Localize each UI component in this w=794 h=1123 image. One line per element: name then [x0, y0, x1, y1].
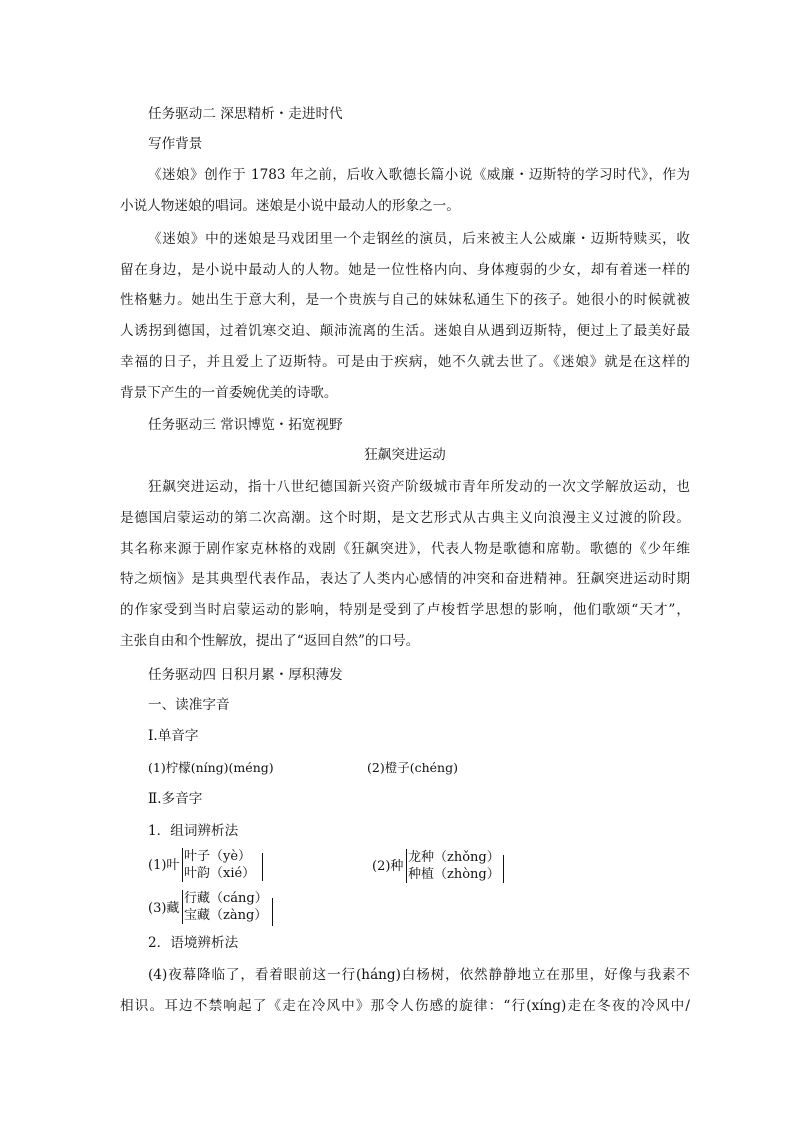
section3-p1-line6: 主张自由和个性解放，提出了“返回自然”的口号。: [120, 633, 420, 649]
section4-roman2: Ⅱ.多音字: [148, 791, 203, 807]
polyphone-row: 种植（zhòng）: [408, 867, 500, 882]
polyphone-row: 宝藏（zàng）: [184, 908, 268, 923]
section2-p1-line1: 《迷娘》创作于 1783 年之前，后收入歌德长篇小说《威廉・迈斯特的学习时代》，作为: [148, 167, 690, 183]
bracket-right: [503, 855, 504, 883]
polyphone-row: 龙种（zhǒng）: [408, 850, 500, 865]
polyphone-label-cang: (3)藏: [148, 901, 180, 916]
section2-p2-line1: 《迷娘》中的迷娘是马戏团里一个走钢丝的演员，后来被主人公威廉・迈斯特赎买，收: [148, 231, 690, 247]
section4-p4-line1: (4)夜幕降临了，看着眼前这一行(háng)白杨树，依然静静地立在那里，好像与我素不: [148, 967, 690, 983]
section4-heading: 任务驱动四 日积月累・厚积薄发: [148, 667, 343, 683]
bracket-right: [272, 898, 273, 926]
bracket-right: [262, 853, 263, 881]
method2-label: 2．语境辨析法: [148, 935, 239, 951]
section2-heading: 任务驱动二 深思精析・走进时代: [148, 106, 343, 122]
polyphone-label-ye: (1)叶: [148, 858, 180, 873]
method1-label: 1．组词辨析法: [148, 823, 239, 839]
section2-p2-line3: 性格魅力。她出生于意大利，是一个贵族与自己的妹妹私通生下的孩子。她很小的时候就被: [120, 292, 690, 308]
section2-p2-line5: 幸福的日子，并且爱上了迈斯特。可是由于疾病，她不久就去世了。《迷娘》就是在这样的: [120, 354, 690, 370]
section4-sub1: 一、读准字音: [148, 697, 230, 713]
polyphone-group-cang: [148, 890, 278, 926]
polyphone-row: 行藏（cáng）: [184, 891, 268, 906]
section4-p4-line2: 相识。耳边不禁响起了《走在冷风中》那令人伤感的旋律：“行(xíng)走在冬夜的冷风中/: [120, 998, 690, 1014]
section3-title: 狂飙突进运动: [364, 447, 446, 463]
section3-p1-line4: 特之烦恼》是其典型代表作品，表达了人类内心感情的冲突和奋进精神。狂飙突进运动时期: [120, 571, 690, 587]
section3-p1-line5: 的作家受到当时启蒙运动的影响，特别是受到了卢梭哲学思想的影响，他们歌颂“天才”，: [120, 602, 690, 618]
section2-subheading: 写作背景: [148, 136, 203, 152]
polyphone-label-zhong: (2)种: [372, 859, 404, 874]
polyphone-row: 叶子（yè）: [184, 849, 252, 864]
polyphone-group-ye: [148, 848, 273, 882]
section4-roman1: Ⅰ.单音字: [148, 728, 199, 744]
polyphone-group-zhong: [372, 849, 507, 883]
section2-p2-line4: 人诱拐到德国，过着饥寒交迫、颠沛流离的生活。迷娘自从遇到迈斯特，便过上了最美好最: [120, 323, 690, 339]
section2-p2-line6: 背景下产生的一首委婉优美的诗歌。: [120, 385, 338, 401]
section3-p1-line1: 狂飙突进运动，指十八世纪德国新兴资产阶级城市青年所发动的一次文学解放运动，也: [148, 479, 690, 495]
section3-p1-line3: 其名称来源于剧作家克林格的戏剧《狂飙突进》，代表人物是歌德和席勒。歌德的《少年维: [120, 541, 690, 557]
section2-p1-line2: 小说人物迷娘的唱词。迷娘是小说中最动人的形象之一。: [120, 198, 460, 214]
item-ningmeng: (1)柠檬(níng)(méng): [148, 760, 274, 775]
section2-p2-line2: 留在身边，是小说中最动人的人物。她是一位性格内向、身体瘦弱的少女，却有着迷一样的: [120, 262, 690, 278]
polyphone-row: 叶韵（xié）: [184, 866, 256, 881]
section3-p1-line2: 是德国启蒙运动的第二次高潮。这个时期，是文艺形式从古典主义向浪漫主义过渡的阶段。: [120, 510, 690, 526]
item-chengzi: (2)橙子(chéng): [367, 760, 458, 775]
section3-heading: 任务驱动三 常识博览・拓宽视野: [148, 417, 343, 433]
